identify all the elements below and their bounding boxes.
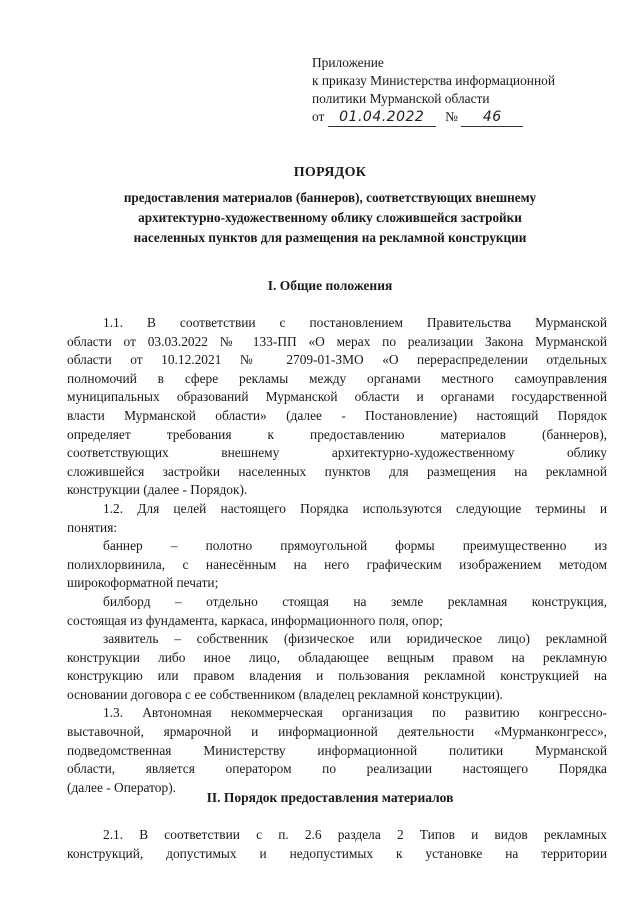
term-banner-line-3: широкоформатной печати; (67, 575, 219, 591)
paragraph-1-1-line-4: полномочий в сфере рекламы между органами местного самоуправления (67, 370, 607, 386)
term-applicant-line-3: конструкцию или правом владения и пользования рекламной конструкцией на (67, 668, 607, 684)
handwritten-date: 01.04.2022 (339, 109, 425, 125)
paragraph-2-1-line-1: 2.1. В соответствии с п. 2.6 раздела 2 Типов и видов рекламных (103, 827, 607, 842)
number-prefix: № (445, 109, 458, 124)
paragraph-1-2-line-1: 1.2. Для целей настоящего Порядка используются следующие термины и (103, 500, 607, 516)
section-2-heading: II. Порядок предоставления материалов (206, 790, 454, 805)
paragraph-1-1-line-7: определяет требования к предоставлению материалов (баннеров), (67, 426, 607, 442)
term-billboard-line-2: состоящая из фундамента, каркаса, информационного поля, опор; (67, 612, 443, 628)
term-billboard-line-1: билборд – отдельно стоящая на земле рекламная конструкция, (103, 593, 607, 609)
paragraph-1-1-line-3: области от 10.12.2021 № 2709-01-ЗМО «О перераспределении отдельных (67, 352, 607, 368)
term-applicant-line-2: конструкции либо иное лицо, обладающее вещным правом на рекламную (67, 649, 607, 665)
appendix-line-2: к приказу Министерства информационной (312, 73, 555, 88)
paragraph-1-3-line-5: (далее - Оператор). (67, 779, 177, 795)
paragraph-2-1-line-2: конструкций, допустимых и недопустимых к установке на территории (67, 845, 607, 861)
term-banner-line-2: полихлорвинила, с нанесённым на него графическим изображением методом (67, 556, 607, 572)
term-applicant-line-1: заявитель – собственник (физическое или юридическое лицо) рекламной (103, 631, 607, 647)
document-subtitle-line-1: предоставления материалов (баннеров), соответствующих внешнему (123, 190, 537, 205)
paragraph-1-1-line-2: области от 03.03.2022 № 133-ПП «О мерах по реализации Закона Мурманской (67, 333, 607, 349)
document-title-block (40, 164, 620, 248)
term-banner-line-1: баннер – полотно прямоугольной формы преимущественно из (103, 538, 607, 554)
date-prefix: от (312, 109, 325, 124)
paragraph-1-1-line-8: соответствующих внешнему архитектурно-художественному облику (67, 445, 607, 461)
appendix-line-1: Приложение (312, 55, 384, 70)
document-subtitle-line-3: населенных пунктов для размещения на рекламной конструкции (133, 230, 527, 245)
term-applicant-line-4: основании договора с ее собственником (владелец рекламной конструкции). (67, 686, 504, 702)
paragraph-1-1-line-9: сложившейся застройки населенных пунктов для размещения на рекламной (67, 463, 607, 479)
paragraph-1-1-line-5: муниципальных образований Мурманской области и органами государственной (67, 389, 607, 405)
paragraph-1-3-line-4: области, является оператором по реализации настоящего Порядка (67, 761, 607, 777)
appendix-line-3: политики Мурманской области (312, 91, 490, 106)
appendix-date-line (312, 108, 612, 127)
section-1-heading: I. Общие положения (267, 278, 393, 293)
section-2-body (67, 826, 607, 863)
document-title: ПОРЯДОК (293, 165, 367, 180)
paragraph-1-1-line-1: 1.1. В соответствии с постановлением Правительства Мурманской (103, 315, 607, 330)
date-field (328, 108, 436, 127)
paragraph-1-3-line-2: выставочной, ярмарочной и информационной деятельности «Мурманконгресс», (67, 724, 607, 740)
handwritten-number: 46 (482, 109, 502, 125)
appendix-block (312, 54, 612, 127)
section-1-body (67, 314, 607, 797)
paragraph-1-2-line-2: понятия: (67, 519, 118, 535)
paragraph-1-3-line-1: 1.3. Автономная некоммерческая организация по развитию конгрессно- (103, 705, 607, 721)
paragraph-1-3-line-3: подведомственная Министерству информационной политики Мурманской (67, 742, 607, 758)
paragraph-1-1-line-10: конструкции (далее - Порядок). (67, 482, 248, 498)
paragraph-1-1-line-6: власти Мурманской области» (далее - Постановление) настоящий Порядок (67, 407, 607, 423)
number-field (461, 108, 523, 127)
document-subtitle-line-2: архитектурно-художественному облику сложившейся застройки (138, 210, 522, 225)
